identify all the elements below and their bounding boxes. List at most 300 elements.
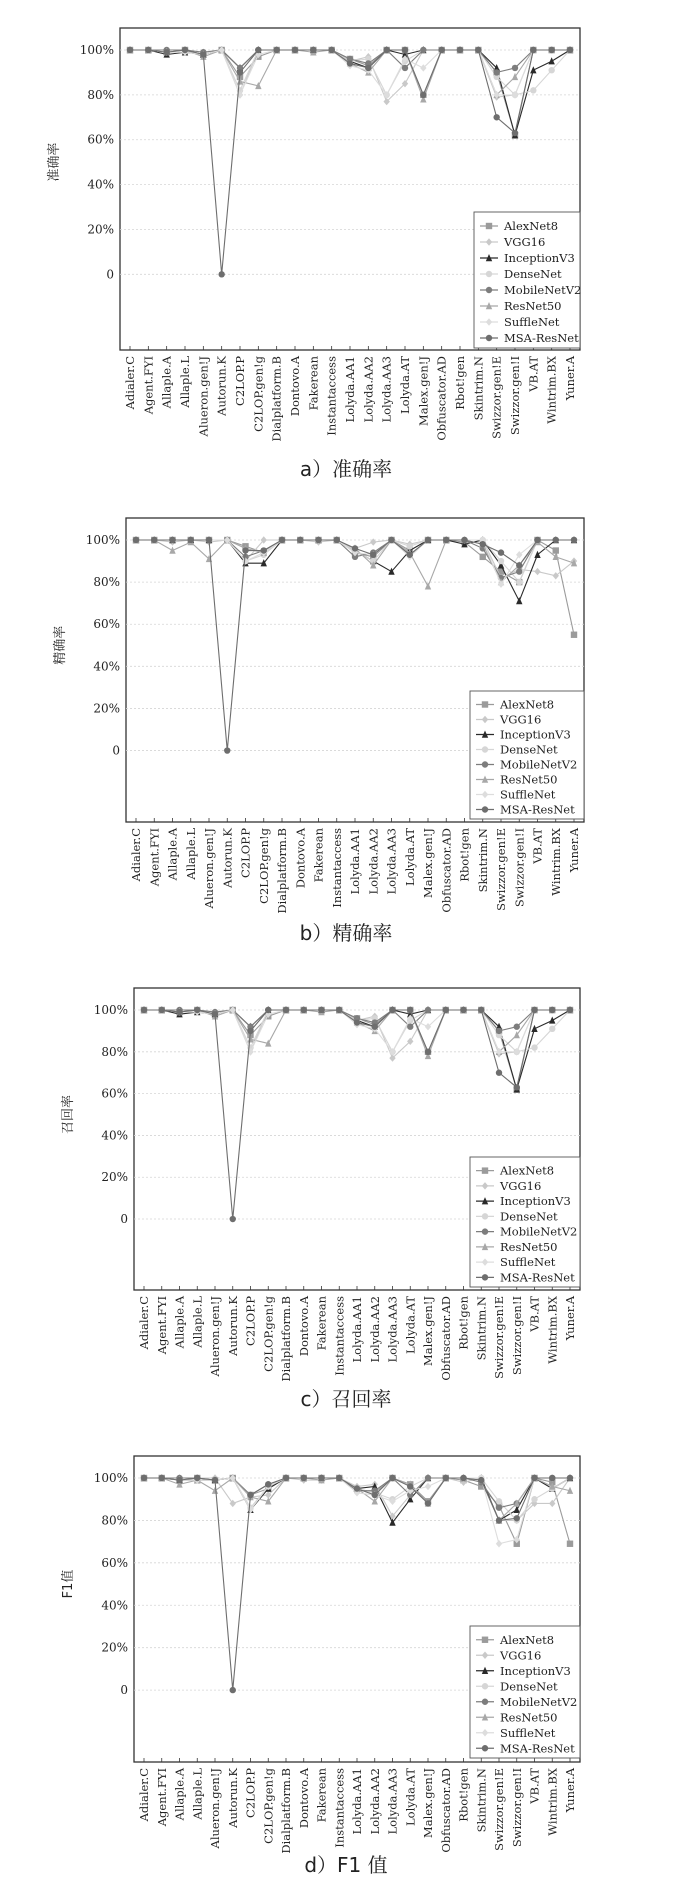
x-tick-label: C2LOP.P <box>243 1296 258 1346</box>
legend-marker <box>482 746 488 752</box>
x-tick-label: Allaple.A <box>172 1768 187 1821</box>
data-point <box>230 1216 236 1222</box>
x-tick-label: C2LOP.P <box>233 356 247 406</box>
data-point <box>553 547 559 553</box>
data-point <box>480 541 486 547</box>
legend-item: SuffleNet <box>500 787 556 802</box>
data-point <box>407 1024 413 1030</box>
x-tick-label: Lolyda.AA1 <box>350 1768 364 1835</box>
data-point <box>176 1009 182 1015</box>
y-tick-label: 100% <box>93 1003 128 1017</box>
x-tick-label: Agent.FYI <box>154 1296 169 1355</box>
x-tick-label: Alueron.gen!J <box>202 828 216 909</box>
data-point <box>133 537 139 543</box>
data-point <box>247 1492 253 1498</box>
legend-item: DenseNet <box>500 1209 558 1224</box>
legend-marker <box>482 1683 488 1689</box>
y-tick-label: 40% <box>101 1598 128 1613</box>
data-point <box>420 92 426 98</box>
x-tick-label: Obfuscator.AD <box>439 828 454 913</box>
data-point <box>402 47 408 53</box>
data-point <box>531 1496 537 1502</box>
data-point <box>237 69 243 75</box>
y-axis-label: 准确率 <box>47 142 62 182</box>
data-point <box>407 1007 413 1013</box>
legend-marker <box>486 287 492 293</box>
x-tick-label: Swizzor.gen!E <box>492 1296 506 1379</box>
data-point <box>425 1007 431 1013</box>
data-point <box>571 537 577 543</box>
data-point <box>328 47 334 53</box>
legend-marker <box>486 335 492 341</box>
data-point <box>407 543 413 549</box>
legend-marker <box>482 1637 488 1643</box>
data-point <box>352 545 358 551</box>
x-tick-label: Skintrim.N <box>475 828 490 893</box>
data-point <box>496 1517 502 1523</box>
legend-item: MobileNetV2 <box>500 1224 578 1239</box>
data-point <box>212 1477 218 1483</box>
legend-item: InceptionV3 <box>500 1194 571 1209</box>
data-point <box>372 1492 378 1498</box>
chart-panel-1 <box>46 28 581 481</box>
data-point <box>548 47 554 53</box>
x-tick-label: Allaple.L <box>183 828 198 880</box>
data-point <box>315 537 321 543</box>
x-tick-label: Swizzor.gen!E <box>494 828 508 911</box>
data-point <box>496 1028 502 1034</box>
y-tick-label: 40% <box>101 1128 128 1143</box>
data-point <box>549 1007 555 1013</box>
x-tick-label: Wintrim.BX <box>544 356 559 424</box>
data-point <box>127 47 133 53</box>
y-tick-label: 60% <box>93 617 120 632</box>
x-tick-label: Swizzor.gen!E <box>489 355 504 439</box>
x-tick-label: Adialer.C <box>137 1296 151 1350</box>
x-tick-label: Obfuscator.AD <box>434 355 449 441</box>
legend <box>470 691 584 819</box>
data-point <box>457 47 463 53</box>
legend-item: AlexNet8 <box>500 1632 555 1647</box>
x-tick-label: Lolyda.AA1 <box>350 1296 364 1363</box>
legend-item: AlexNet8 <box>504 219 559 233</box>
y-tick-label: 80% <box>93 575 120 590</box>
x-tick-label: Autorun.K <box>214 356 229 416</box>
data-point <box>163 49 169 55</box>
legend-item: DenseNet <box>504 267 562 281</box>
data-point <box>347 60 353 66</box>
data-point <box>512 65 518 71</box>
data-point <box>514 1084 520 1090</box>
data-point <box>336 1007 342 1013</box>
data-point <box>493 114 499 120</box>
x-tick-label: Alueron.gen!J <box>208 1296 222 1377</box>
data-point <box>567 1475 573 1481</box>
x-tick-label: Allaple.L <box>178 356 192 408</box>
x-tick-label: Malex.gen!J <box>421 828 435 899</box>
x-tick-label: Dontovo.A <box>293 828 308 889</box>
data-point <box>514 1024 520 1030</box>
x-tick-label: Rbot!gen <box>456 1768 471 1822</box>
x-tick-label: Rbot!gen <box>456 1296 471 1350</box>
data-point <box>425 1500 431 1506</box>
data-point <box>194 1475 200 1481</box>
data-point <box>443 1007 449 1013</box>
legend-item: ResNet50 <box>500 1239 558 1254</box>
data-point <box>534 537 540 543</box>
x-tick-label: Skintrim.N <box>471 356 486 421</box>
data-point <box>478 1007 484 1013</box>
x-tick-label: Alueron.gen!J <box>196 356 211 437</box>
data-point <box>141 1475 147 1481</box>
data-point <box>354 1485 360 1491</box>
data-point <box>407 552 413 558</box>
x-tick-label: Dialplatform.B <box>269 356 284 442</box>
y-tick-label: 60% <box>87 132 114 147</box>
y-tick-label: 100% <box>93 1471 128 1485</box>
x-tick-label: Allaple.L <box>190 1296 205 1348</box>
data-point <box>512 130 518 136</box>
x-tick-label: Adialer.C <box>129 828 143 882</box>
x-tick-label: Dialplatform.B <box>275 828 289 914</box>
x-tick-label: Dontovo.A <box>288 356 302 417</box>
data-point <box>301 1475 307 1481</box>
legend-item: ResNet50 <box>500 772 558 787</box>
data-point <box>383 47 389 53</box>
data-point <box>255 47 261 53</box>
x-tick-label: Autorun.K <box>225 1296 240 1356</box>
data-point <box>169 537 175 543</box>
y-axis-label: F1值 <box>61 1569 76 1599</box>
legend-item: ResNet50 <box>500 1710 558 1725</box>
data-point <box>516 579 522 585</box>
x-tick-label: Autorun.K <box>220 828 235 888</box>
y-tick-label: 0 <box>120 1683 128 1698</box>
y-tick-label: 0 <box>106 267 114 282</box>
x-tick-label: Lolyda.AA2 <box>367 1768 382 1835</box>
data-point <box>407 1483 413 1489</box>
y-tick-label: 80% <box>101 1044 128 1059</box>
x-tick-label: Wintrim.BX <box>548 828 563 896</box>
data-point <box>283 1007 289 1013</box>
legend-item: MobileNetV2 <box>500 1694 578 1709</box>
data-point <box>159 1475 165 1481</box>
y-tick-label: 80% <box>87 87 114 102</box>
data-point <box>273 47 279 53</box>
data-point <box>420 47 426 53</box>
y-tick-label: 0 <box>112 743 120 758</box>
legend-item: SuffleNet <box>500 1725 556 1740</box>
data-point <box>212 1011 218 1017</box>
x-tick-label: VB.AT <box>527 1296 542 1332</box>
x-tick-label: Allaple.A <box>165 828 180 881</box>
data-point <box>230 1687 236 1693</box>
data-point <box>265 1007 271 1013</box>
data-point <box>389 1475 395 1481</box>
x-tick-label: Dontovo.A <box>296 1768 311 1829</box>
x-tick-label: Autorun.K <box>225 1768 240 1828</box>
data-point <box>151 537 157 543</box>
x-tick-label: Skintrim.N <box>474 1296 489 1361</box>
x-tick-label: Alueron.gen!J <box>208 1768 222 1849</box>
data-point <box>242 547 248 553</box>
chart-caption: c）召回率 <box>300 1387 392 1411</box>
data-point <box>516 568 522 574</box>
data-point <box>145 47 151 53</box>
data-point <box>176 1477 182 1483</box>
legend-item: DenseNet <box>500 742 558 757</box>
x-tick-label: C2LOP.P <box>238 828 253 878</box>
x-tick-label: Fakerean <box>306 356 321 411</box>
data-point <box>354 1019 360 1025</box>
data-point <box>318 1475 324 1481</box>
data-point <box>461 537 467 543</box>
data-point <box>516 562 522 568</box>
data-point <box>200 51 206 57</box>
legend-item: VGG16 <box>500 712 542 727</box>
y-tick-label: 40% <box>87 177 114 192</box>
x-tick-label: Instantaccess <box>324 356 339 436</box>
legend <box>474 212 581 348</box>
legend-item: DenseNet <box>500 1679 558 1694</box>
data-point <box>480 554 486 560</box>
data-point <box>334 537 340 543</box>
data-point <box>443 1475 449 1481</box>
data-point <box>402 65 408 71</box>
y-tick-label: 20% <box>93 701 120 716</box>
y-tick-label: 20% <box>101 1640 128 1655</box>
x-tick-label: VB.AT <box>530 828 545 864</box>
legend-marker <box>486 271 492 277</box>
legend-marker <box>482 1274 488 1280</box>
legend <box>470 1157 580 1287</box>
legend-item: AlexNet8 <box>500 1163 555 1178</box>
data-point <box>425 1049 431 1055</box>
data-point <box>460 1007 466 1013</box>
x-tick-label: Rbot!gen <box>457 828 472 882</box>
data-point <box>159 1007 165 1013</box>
x-tick-label: Wintrim.BX <box>545 1768 560 1836</box>
data-point <box>318 1007 324 1013</box>
x-tick-label: Lolyda.AT <box>403 1296 418 1354</box>
legend-item: SuffleNet <box>504 315 560 329</box>
x-tick-label: Swizzor.gen!I <box>512 828 527 908</box>
x-tick-label: Lolyda.AA1 <box>343 356 357 423</box>
legend-marker <box>482 1745 488 1751</box>
data-point <box>460 1475 466 1481</box>
x-tick-label: C2LOP.gen!g <box>261 1296 276 1372</box>
x-tick-label: Lolyda.AA3 <box>385 1296 400 1363</box>
legend-item: MSA-ResNet <box>500 1270 575 1285</box>
x-tick-label: C2LOP.P <box>243 1768 258 1818</box>
data-point <box>498 558 504 564</box>
data-point <box>301 1007 307 1013</box>
x-tick-label: Fakerean <box>314 1768 329 1823</box>
x-tick-label: Yuner.A <box>563 1296 577 1341</box>
x-tick-label: Lolyda.AT <box>402 828 417 886</box>
data-point <box>548 67 554 73</box>
x-tick-label: VB.AT <box>526 356 541 392</box>
x-tick-label: Lolyda.AA2 <box>361 356 376 423</box>
data-point <box>531 1044 537 1050</box>
data-point <box>443 537 449 543</box>
data-point <box>549 1475 555 1481</box>
x-tick-label: Adialer.C <box>123 356 137 410</box>
data-point <box>224 747 230 753</box>
data-point <box>531 1475 537 1481</box>
x-tick-label: Lolyda.AA3 <box>385 1768 400 1835</box>
x-tick-label: Lolyda.AA3 <box>384 828 399 895</box>
data-point <box>370 552 376 558</box>
legend-item: InceptionV3 <box>500 727 571 742</box>
legend-item: MSA-ResNet <box>500 1741 575 1756</box>
data-point <box>567 1007 573 1013</box>
data-point <box>567 47 573 53</box>
x-tick-label: Agent.FYI <box>141 356 156 415</box>
chart-panel-3 <box>61 988 580 1411</box>
x-tick-label: Lolyda.AT <box>403 1768 418 1826</box>
x-tick-label: Swizzor.gen!I <box>509 1768 524 1848</box>
x-tick-label: Dialplatform.B <box>279 1296 293 1382</box>
legend-item: VGG16 <box>500 1648 542 1663</box>
x-tick-label: Obfuscator.AD <box>438 1768 453 1853</box>
x-tick-label: Instantaccess <box>329 828 344 908</box>
x-tick-label: Agent.FYI <box>154 1768 169 1827</box>
data-point <box>553 537 559 543</box>
x-tick-label: C2LOP.gen!g <box>256 828 271 904</box>
data-point <box>141 1007 147 1013</box>
data-point <box>531 1007 537 1013</box>
legend-item: VGG16 <box>500 1178 542 1193</box>
data-point <box>188 537 194 543</box>
legend <box>470 1626 580 1758</box>
x-tick-label: Lolyda.AA2 <box>367 1296 382 1363</box>
data-point <box>496 1070 502 1076</box>
legend-item: VGG16 <box>504 235 546 249</box>
legend-marker <box>482 1167 488 1173</box>
data-point <box>493 69 499 75</box>
data-point <box>496 1504 502 1510</box>
data-point <box>425 537 431 543</box>
x-tick-label: C2LOP.gen!g <box>261 1768 276 1844</box>
legend-item: ResNet50 <box>504 299 562 313</box>
x-tick-label: Lolyda.AA2 <box>366 828 381 895</box>
legend-marker <box>486 223 492 229</box>
x-tick-label: Malex.gen!J <box>421 1768 435 1839</box>
x-tick-label: Yuner.A <box>563 1768 577 1813</box>
x-tick-label: Malex.gen!J <box>416 356 431 427</box>
legend-marker <box>482 1228 488 1234</box>
y-axis-label: 精确率 <box>53 625 68 665</box>
y-tick-label: 20% <box>101 1170 128 1185</box>
data-point <box>372 1024 378 1030</box>
x-tick-label: Adialer.C <box>137 1768 151 1822</box>
legend-marker <box>482 1699 488 1705</box>
x-tick-label: Rbot!gen <box>453 356 467 410</box>
x-tick-label: Lolyda.AA1 <box>348 828 362 895</box>
legend-item: MobileNetV2 <box>504 283 582 297</box>
data-point <box>530 87 536 93</box>
data-point <box>283 1475 289 1481</box>
x-tick-label: Wintrim.BX <box>545 1296 560 1364</box>
data-point <box>498 549 504 555</box>
x-tick-label: Fakerean <box>311 828 326 883</box>
data-point <box>475 47 481 53</box>
data-point <box>549 1026 555 1032</box>
y-tick-label: 60% <box>101 1555 128 1570</box>
legend-item: MSA-ResNet <box>504 331 579 345</box>
y-tick-label: 100% <box>79 43 114 57</box>
chart-panel-2 <box>52 518 584 945</box>
legend-item: MSA-ResNet <box>500 802 575 817</box>
data-point <box>365 65 371 71</box>
data-point <box>218 271 224 277</box>
x-tick-label: Allaple.A <box>159 356 174 409</box>
legend-item: AlexNet8 <box>500 697 555 712</box>
data-point <box>388 537 394 543</box>
x-tick-label: Malex.gen!J <box>421 1296 435 1367</box>
x-tick-label: Swizzor.gen!I <box>509 1296 524 1376</box>
data-point <box>261 547 267 553</box>
x-tick-label: Dialplatform.B <box>279 1768 293 1854</box>
x-tick-label: Instantaccess <box>332 1768 347 1848</box>
legend-item: InceptionV3 <box>504 251 575 265</box>
data-point <box>567 1541 573 1547</box>
legend-marker <box>482 761 488 767</box>
chart-panel-4 <box>60 1456 580 1877</box>
legend-item: InceptionV3 <box>500 1663 571 1678</box>
data-point <box>265 1481 271 1487</box>
x-tick-label: Allaple.L <box>190 1768 205 1820</box>
y-tick-label: 40% <box>93 659 120 674</box>
data-point <box>530 47 536 53</box>
data-point <box>206 537 212 543</box>
x-tick-label: Allaple.A <box>172 1296 187 1349</box>
x-tick-label: Obfuscator.AD <box>438 1296 453 1381</box>
y-tick-label: 60% <box>101 1086 128 1101</box>
legend-item: MobileNetV2 <box>500 757 578 772</box>
x-tick-label: Skintrim.N <box>474 1768 489 1833</box>
x-tick-label: Lolyda.AT <box>398 356 412 414</box>
data-point <box>292 47 298 53</box>
y-tick-label: 0 <box>120 1212 128 1227</box>
data-point <box>438 47 444 53</box>
data-point <box>194 1007 200 1013</box>
chart-caption: d）F1 值 <box>304 1853 388 1877</box>
x-tick-label: Lolyda.AA3 <box>379 356 394 423</box>
x-tick-label: Agent.FYI <box>147 828 162 887</box>
y-tick-label: 80% <box>101 1513 128 1528</box>
data-point <box>279 537 285 543</box>
x-tick-label: Swizzor.gen!I <box>508 356 522 436</box>
chart-caption: a）准确率 <box>299 457 393 481</box>
y-tick-label: 100% <box>85 533 120 547</box>
data-point <box>336 1475 342 1481</box>
data-point <box>478 1477 484 1483</box>
x-tick-label: VB.AT <box>527 1768 542 1804</box>
y-axis-label: 召回率 <box>61 1095 76 1135</box>
data-point <box>389 1007 395 1013</box>
y-tick-label: 20% <box>87 222 114 237</box>
data-point <box>310 47 316 53</box>
x-tick-label: C2LOP.gen!g <box>251 356 266 432</box>
data-point <box>247 1028 253 1034</box>
x-tick-label: Yuner.A <box>567 828 581 873</box>
data-point <box>182 47 188 53</box>
x-tick-label: Yuner.A <box>563 356 577 401</box>
x-tick-label: Dontovo.A <box>296 1296 311 1357</box>
legend-marker <box>482 1213 488 1219</box>
